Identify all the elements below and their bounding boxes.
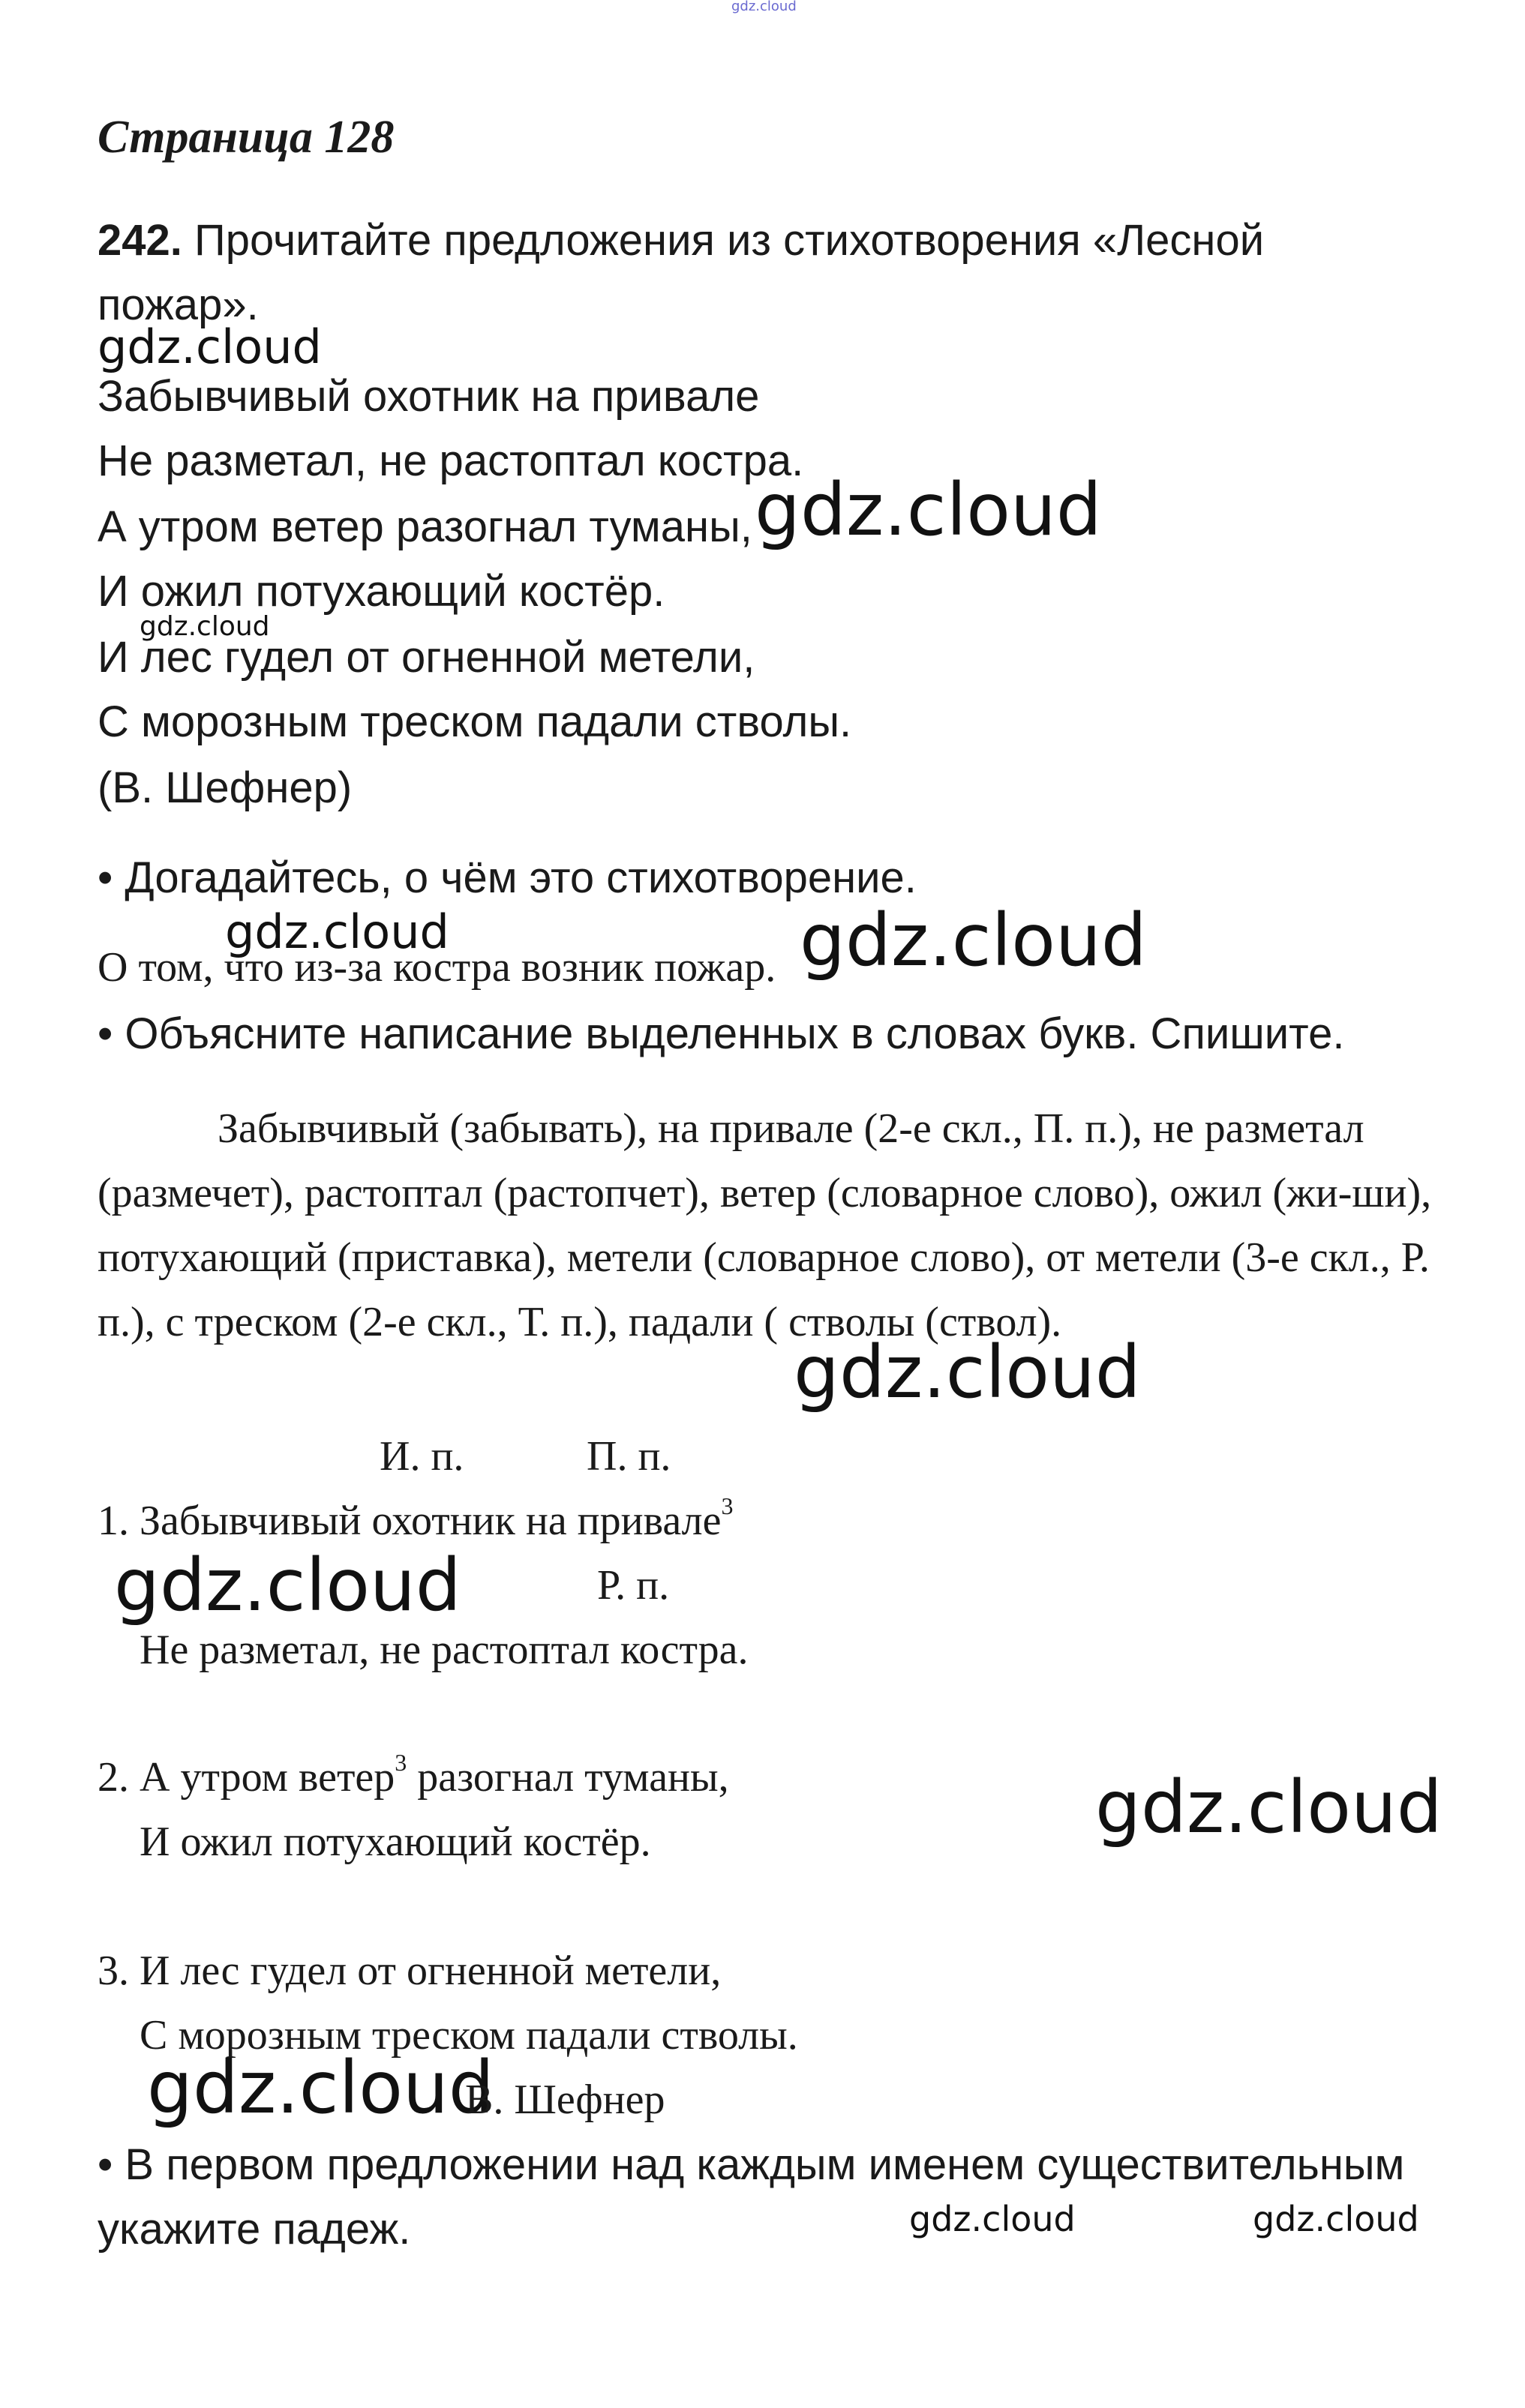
task-instruction (98, 216, 1265, 265)
poem-line-2: Не разметал, не растоптал костра. (98, 436, 804, 485)
poem-line-1: Забывчивый охотник на привале (98, 372, 760, 421)
watermark: gdz.cloud (98, 319, 322, 374)
case-label-prep: П. п. (587, 1433, 671, 1480)
question-3-line-2: укажите падеж. (98, 2205, 411, 2254)
question-3-line-1: • В первом предложении над каждым именем существительным (98, 2140, 1405, 2189)
watermark: gdz.cloud (800, 898, 1147, 982)
watermark: gdz.cloud (140, 611, 270, 642)
question-1: • Догадайтесь, о чём это стихотворение. (98, 853, 917, 902)
copy-item-2-line-2: И ожил потухающий костёр. (140, 1819, 651, 1865)
watermark-top: gdz.cloud (731, 0, 797, 14)
answer-1: О том, что из-за костра возник пожар. (98, 944, 776, 991)
poem-line-4: И ожил потухающий костёр. (98, 567, 665, 616)
watermark: gdz.cloud (1253, 2199, 1419, 2239)
poem-line-6: С морозным треском падали стволы. (98, 697, 852, 746)
copy-item-1-text: 1. Забывчивый охотник на привале (98, 1498, 722, 1544)
task-number: 242. (98, 216, 182, 265)
task-instruction-line1: Прочитайте предложения из стихотворения «Лесной (194, 216, 1265, 265)
copy-author: В. Шефнер (465, 2077, 665, 2123)
copy-item-2-text-end: разогнал туманы, (417, 1754, 729, 1801)
copy-item-2-text: 2. А утром ветер (98, 1754, 395, 1801)
copy-item-1-line-1 (98, 1492, 734, 1544)
poem-author: (В. Шефнер) (98, 763, 353, 812)
watermark: gdz.cloud (794, 1330, 1141, 1414)
poem-line-5: И лес гудел от огненной метели, (98, 633, 755, 682)
case-superscript: 3 (395, 1749, 407, 1776)
case-label-nom: И. п. (380, 1433, 464, 1480)
watermark: gdz.cloud (755, 468, 1102, 552)
question-2: • Объясните написание выделенных в словах букв. Спишите. (98, 1009, 1345, 1058)
copy-item-2-line-1 (98, 1749, 729, 1801)
watermark: gdz.cloud (1095, 1765, 1442, 1849)
watermark: gdz.cloud (909, 2199, 1076, 2239)
watermark: gdz.cloud (147, 2046, 494, 2130)
explanation-text: Забывчивый (забывать), на привале (2-е скл., П. п.), не разметал (размечет), растоптал (растопчет), ветер (словарное слово), ожил (жи-ши), потухающий (приставка), метели (словарное слово), от метели (3-е скл., Р. п.), с треском (2-е скл., Т. п.), падали ( стволы (ствол). (98, 1105, 1432, 1345)
explanation-paragraph (98, 1096, 1433, 1354)
copy-item-3-line-2: С морозным треском падали стволы. (140, 2012, 798, 2059)
copy-item-3-line-1: 3. И лес гудел от огненной метели, (98, 1948, 722, 1994)
copy-item-1-line-2: Не разметал, не растоптал костра. (140, 1627, 749, 1673)
task-instruction-line2: пожар». (98, 280, 259, 329)
watermark: gdz.cloud (225, 904, 449, 959)
poem-line-3: А утром ветер разогнал туманы, (98, 502, 752, 551)
watermark: gdz.cloud (114, 1543, 461, 1627)
case-label-gen: Р. п. (597, 1562, 670, 1609)
case-superscript: 3 (721, 1492, 734, 1519)
page-heading: Страница 128 (98, 112, 395, 163)
